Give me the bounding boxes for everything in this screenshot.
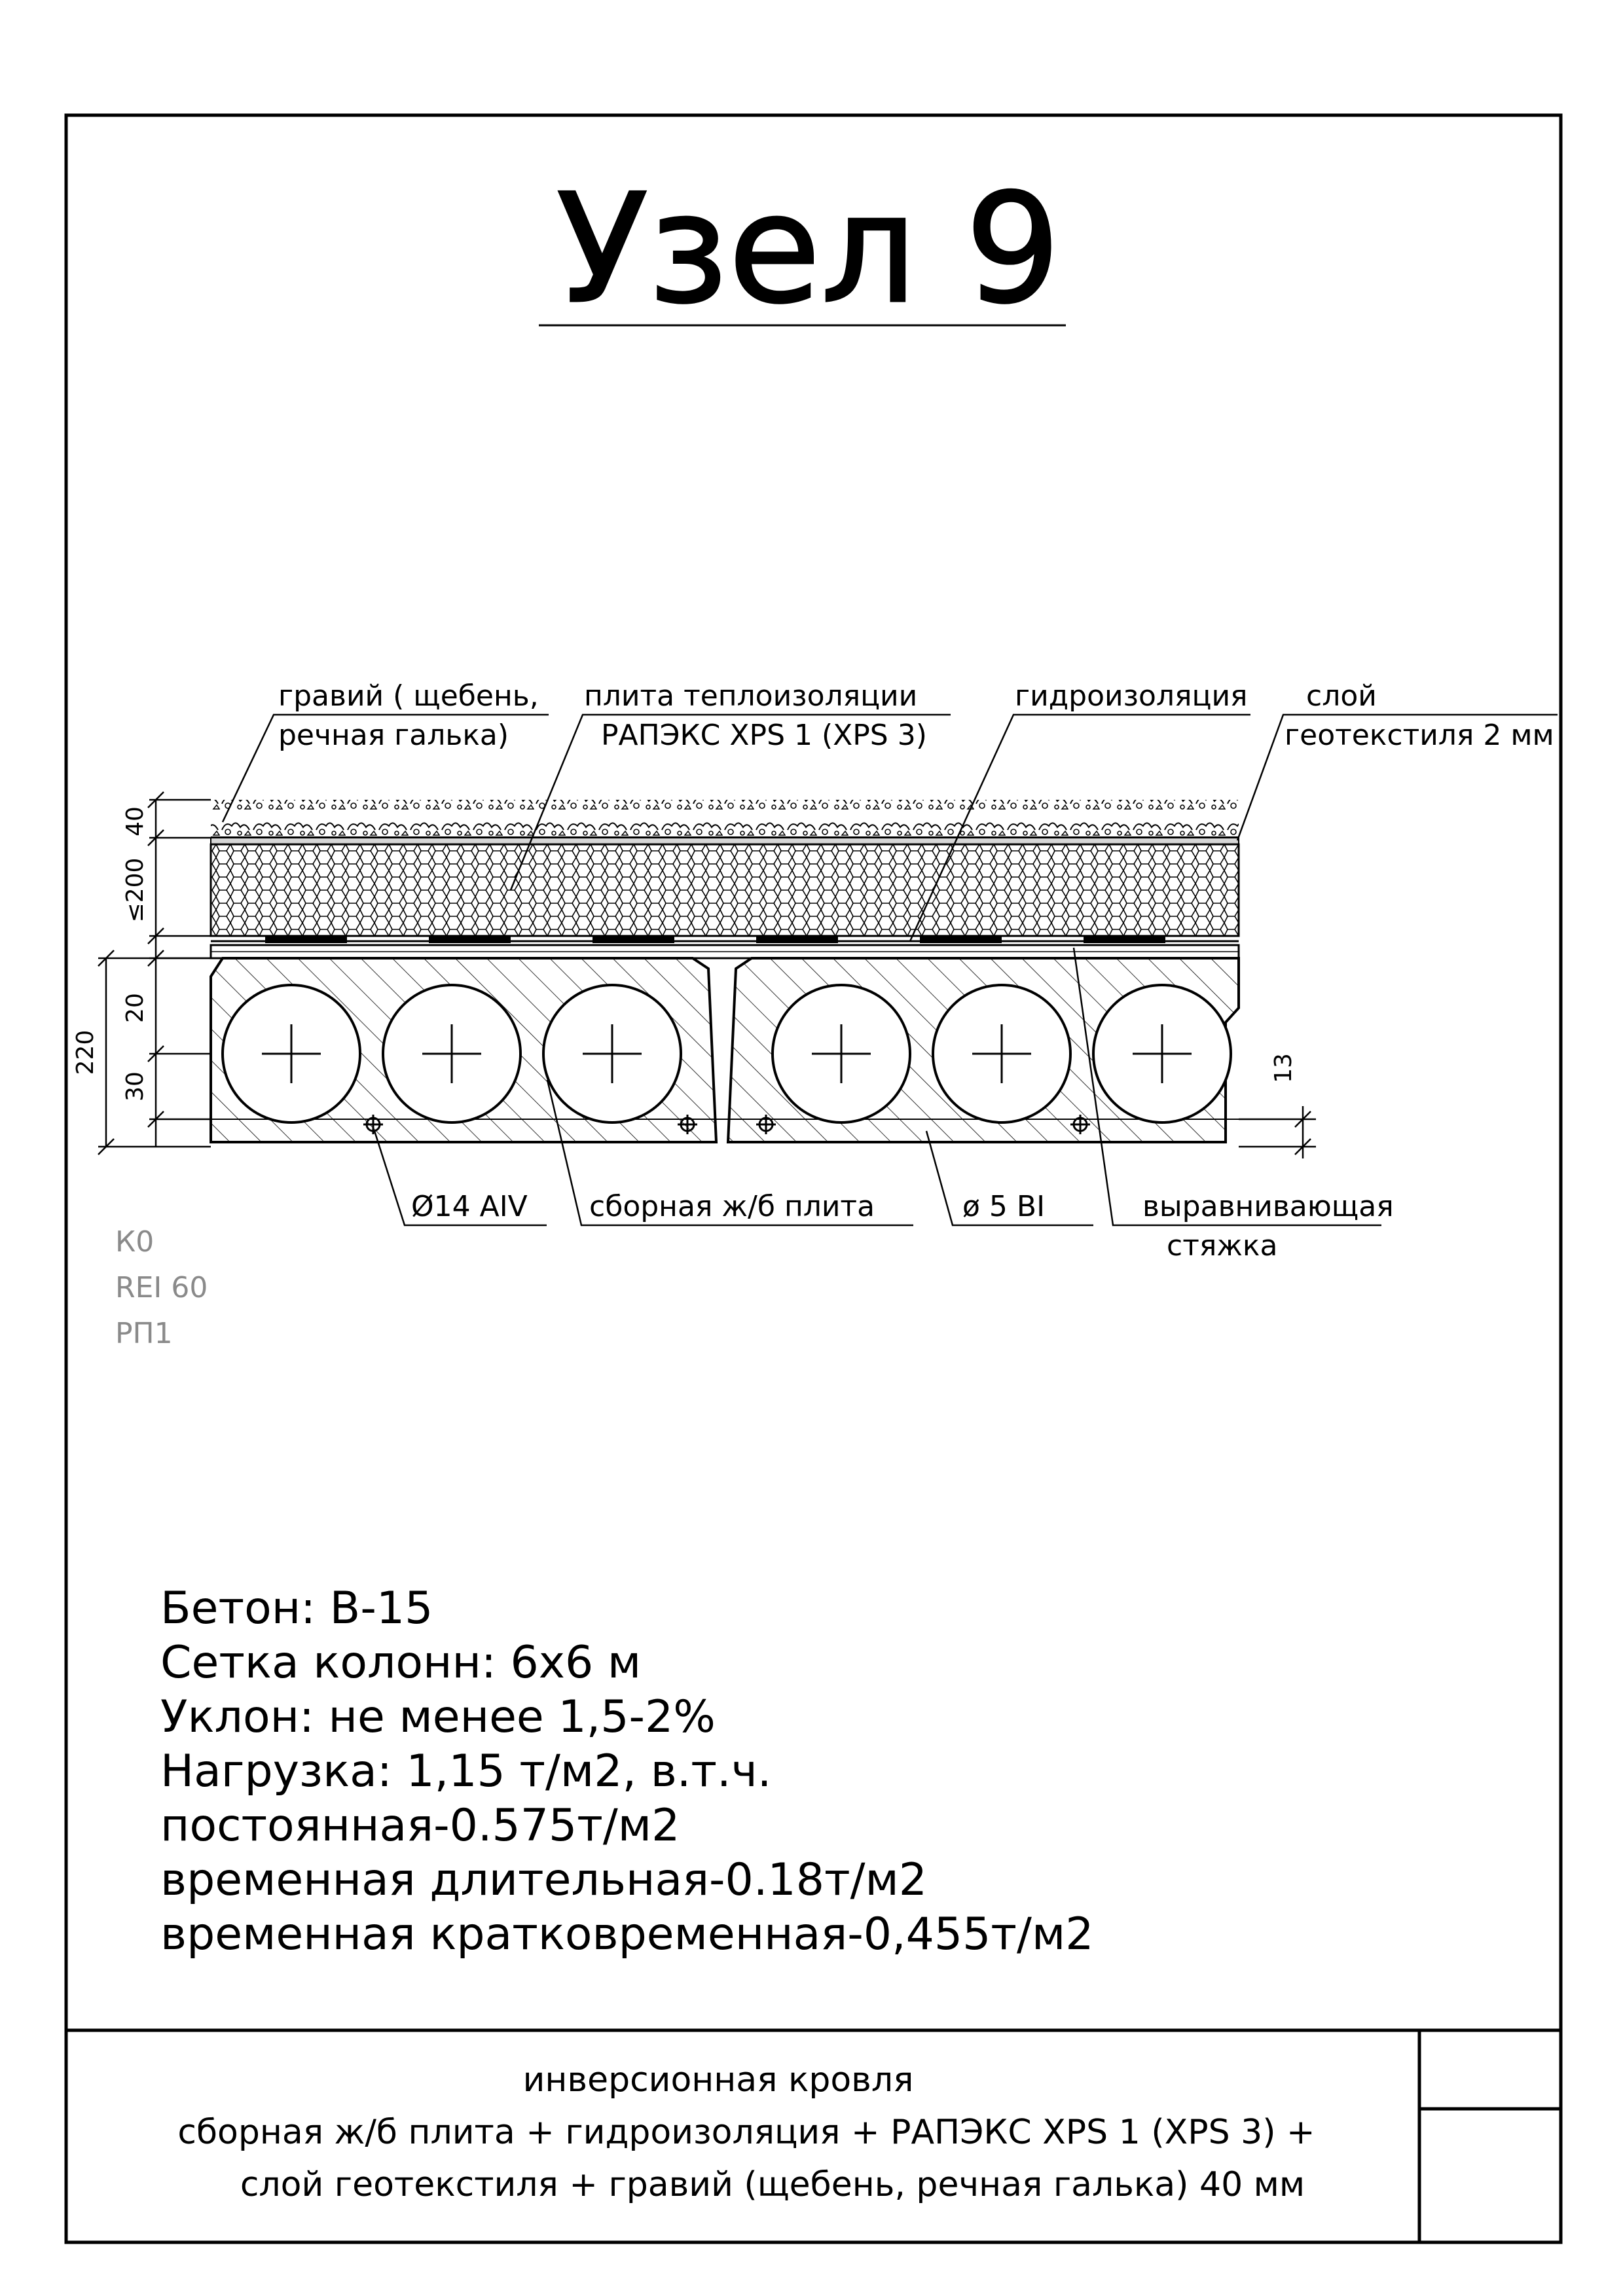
note-permanent: постоянная-0.575т/м2	[160, 1800, 680, 1852]
label-wire: ø 5 BI	[962, 1190, 1046, 1223]
title-block-line1: сборная ж/б плита + гидроизоляция + РАПЭКС XPS 1 (XPS 3) +	[177, 2113, 1315, 2152]
label-waterproofing: гидроизоляция	[1015, 679, 1248, 713]
gravel-layer	[211, 800, 1239, 838]
dim-40: 40	[122, 806, 149, 836]
note-concrete: Бетон: В-15	[160, 1583, 433, 1634]
note-long-term: временная длительная-0.18т/м2	[160, 1854, 928, 1906]
label-insulation-2: РАПЭКС XPS 1 (XPS 3)	[601, 719, 927, 752]
note-column-grid: Сетка колонн: 6х6 м	[160, 1637, 642, 1689]
fire-rating-rp: РП1	[115, 1317, 173, 1350]
label-gravel-2: речная галька)	[278, 719, 509, 752]
label-screed-1: выравнивающая	[1142, 1190, 1394, 1223]
note-load: Нагрузка: 1,15 т/м2, в.т.ч.	[160, 1746, 772, 1797]
node-title: Узел 9	[556, 162, 1061, 337]
fire-rating-rei: REI 60	[115, 1271, 208, 1304]
roof-section	[211, 800, 1239, 1142]
label-screed-2: стяжка	[1167, 1229, 1278, 1263]
note-short-term: временная кратковременная-0,455т/м2	[160, 1909, 1094, 1960]
dim-220: 220	[72, 1030, 99, 1075]
label-gravel-1: гравий ( щебень,	[278, 679, 539, 713]
dim-20: 20	[122, 993, 149, 1023]
note-slope: Уклон: не менее 1,5-2%	[160, 1691, 716, 1743]
label-geotextile-2: геотекстиля 2 мм	[1285, 719, 1554, 752]
insulation-layer	[211, 844, 1239, 936]
label-slab: сборная ж/б плита	[589, 1190, 875, 1223]
label-rebar: Ø14 AIV	[411, 1190, 528, 1223]
label-insulation-1: плита теплоизоляции	[584, 679, 918, 713]
dim-30: 30	[122, 1071, 149, 1102]
label-geotextile-1: слой	[1306, 679, 1377, 713]
title-block-line2: слой геотекстиля + гравий (щебень, речная галька) 40 мм	[240, 2165, 1305, 2204]
dim-13: 13	[1270, 1053, 1297, 1083]
fire-rating-k0: К0	[115, 1225, 155, 1259]
dim-200: ≤200	[122, 857, 149, 923]
title-block-heading: инверсионная кровля	[522, 2060, 914, 2100]
